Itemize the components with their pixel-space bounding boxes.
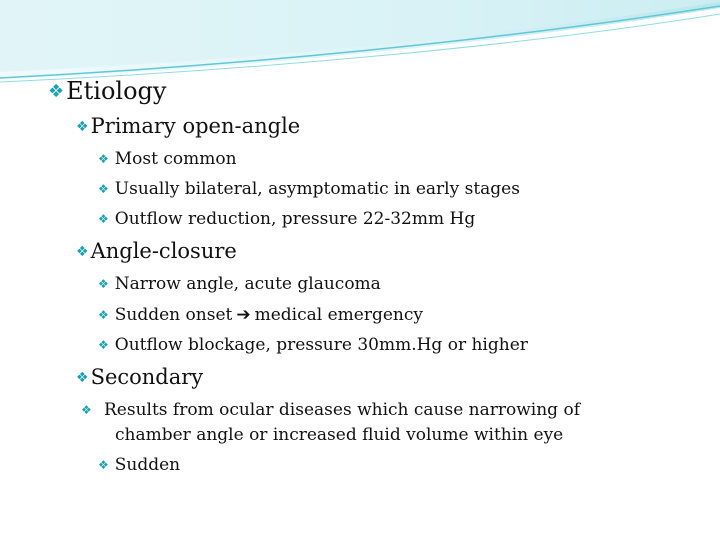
section-heading-primary-open-angle: ❖Primary open-angle [76,114,301,138]
diamond-bullet-icon: ❖ [76,244,89,260]
right-arrow-icon: ➔ [236,305,251,325]
diamond-bullet-icon: ❖ [76,119,89,135]
list-item: ❖ Results from ocular diseases which cause narrowing of chamber angle or increased fluid volume within eye [81,400,580,445]
diamond-bullet-icon: ❖ [98,212,109,226]
slide-title [48,77,166,105]
list-item: ❖ Usually bilateral, asymptomatic in early stages [98,179,520,199]
diamond-bullet-icon: ❖ [48,81,65,102]
diamond-bullet-icon: ❖ [98,458,109,472]
list-item: ❖ Narrow angle, acute glaucoma [98,274,381,294]
section-heading-secondary: ❖Secondary [76,365,204,389]
list-item: ❖ Most common [98,149,237,169]
diamond-bullet-icon: ❖ [98,182,109,196]
section-heading-angle-closure: ❖Angle-closure [76,239,237,263]
diamond-bullet-icon: ❖ [98,277,109,291]
list-item: ❖ Sudden onset ➔ medical emergency [98,305,423,325]
diamond-bullet-icon: ❖ [98,152,109,166]
diamond-bullet-icon: ❖ [76,370,89,386]
slide-title-text: Etiology [66,77,167,105]
list-item: ❖ Outflow reduction, pressure 22-32mm Hg [98,209,476,229]
diamond-bullet-icon: ❖ [98,308,109,322]
list-item: ❖ Outflow blockage, pressure 30mm.Hg or higher [98,335,528,355]
diamond-bullet-icon: ❖ [98,338,109,352]
list-item: ❖ Sudden [98,455,181,475]
